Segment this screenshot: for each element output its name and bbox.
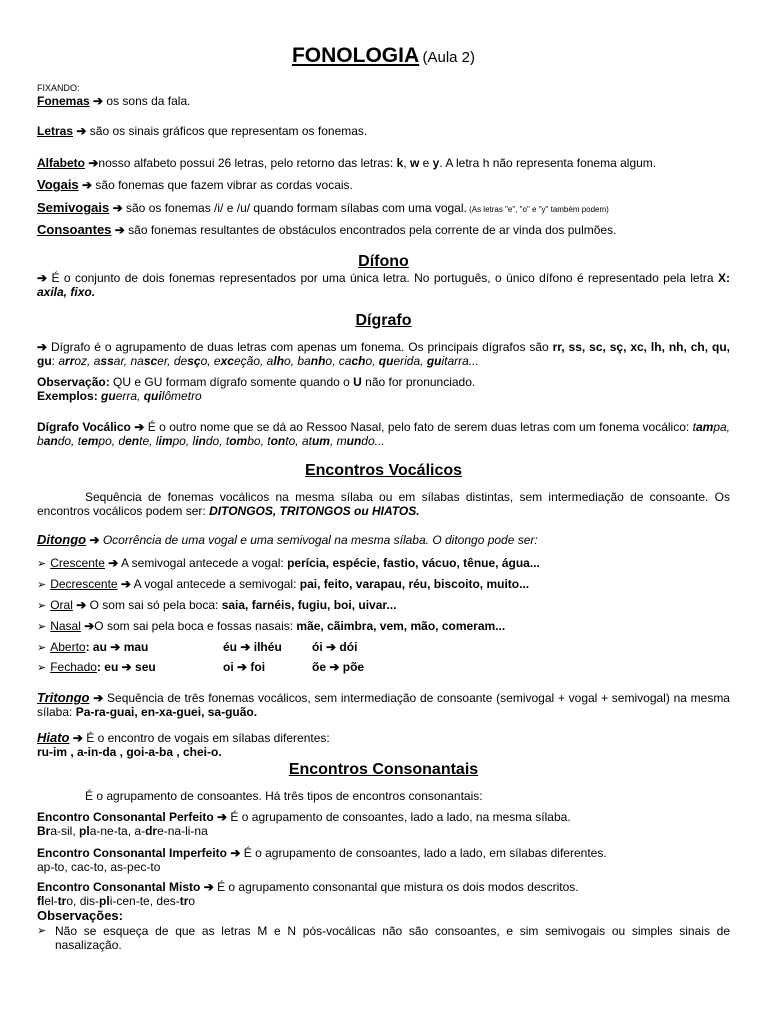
example-bold: an bbox=[43, 434, 58, 448]
example-bold: pl bbox=[79, 824, 90, 838]
arrow-icon: ➔ bbox=[114, 223, 125, 237]
page-title bbox=[37, 44, 730, 68]
list-item-text: A semivogal antecede a vogal: bbox=[118, 556, 288, 570]
difono-text: É o conjunto de dois fonemas representados por uma única letra. No português, o único dífono é representado pela letra bbox=[47, 271, 718, 285]
example-bold: sc bbox=[143, 354, 158, 368]
example-part: do, bbox=[57, 434, 78, 448]
perfeito-term: Encontro Consonantal Perfeito bbox=[37, 810, 214, 824]
imperfeito-term: Encontro Consonantal Imperfeito bbox=[37, 846, 228, 860]
tritongo-paragraph bbox=[37, 691, 730, 719]
tritongo-term: Tritongo bbox=[37, 690, 90, 705]
arrow-icon: ➔ bbox=[89, 533, 100, 547]
example-part: erida, bbox=[393, 354, 427, 368]
arrow-icon: ➔ bbox=[110, 640, 121, 654]
example-part: o bbox=[188, 894, 196, 908]
example-part: m bbox=[336, 434, 347, 448]
fonemas-text: os sons da fala. bbox=[103, 94, 191, 108]
consoantes-line bbox=[37, 223, 616, 237]
obs-line bbox=[37, 375, 475, 389]
ditongo-text: Ocorrência de uma vogal e uma semivogal na mesma sílaba. O ditongo pode ser: bbox=[99, 533, 538, 547]
list-item bbox=[37, 577, 529, 591]
arrow-icon: ➔ bbox=[203, 880, 214, 894]
arrow-icon: ➔ bbox=[93, 94, 104, 108]
list-item-examples: pai, feito, varapau, réu, biscoito, muito... bbox=[299, 577, 530, 591]
arrow-icon: ➔ bbox=[134, 420, 145, 434]
example-part: te, bbox=[139, 434, 156, 448]
pair-word: mau bbox=[123, 640, 149, 654]
example-part: bo, bbox=[247, 434, 268, 448]
example-part: eção, bbox=[233, 354, 267, 368]
observacoes-label: Observações: bbox=[37, 908, 123, 923]
tritongo-examples: Pa-ra-guai, en-xa-guei, sa-guão. bbox=[75, 705, 258, 719]
example-bold: dr bbox=[145, 824, 158, 838]
bullet-icon: ➢ bbox=[37, 925, 47, 937]
example-part: pa, bbox=[713, 420, 731, 434]
example-part: o, bbox=[284, 354, 298, 368]
example-part: l bbox=[192, 434, 196, 448]
consoantes-term: Consoantes bbox=[37, 222, 112, 237]
example-part: e bbox=[213, 354, 221, 368]
observacoes-text: Não se esqueça de que as letras M e N pós-vocálicas não são consoantes, e sim semivogais ou simples sinais de nasalização. bbox=[55, 924, 730, 952]
observacoes-item bbox=[37, 924, 730, 952]
example-part: o, bbox=[365, 354, 379, 368]
example-part: er, bbox=[157, 354, 174, 368]
vogais-line bbox=[37, 178, 353, 192]
bullet-icon: ➢ bbox=[37, 642, 47, 654]
example-part: to, bbox=[285, 434, 302, 448]
imperfeito-examples: ap-to, cac-to, as-pec-to bbox=[37, 860, 161, 874]
example-bold: xc bbox=[220, 354, 234, 368]
title-sub: (Aula 2) bbox=[422, 49, 476, 66]
arrow-icon: ➔ bbox=[37, 271, 48, 285]
example-bold: tr bbox=[179, 894, 189, 908]
arrow-icon: ➔ bbox=[240, 640, 251, 654]
pair-word: éu bbox=[223, 640, 238, 654]
example-part: a-ne-ta, bbox=[89, 824, 135, 838]
arrow-icon: ➔ bbox=[237, 660, 248, 674]
example-part: a bbox=[266, 354, 274, 368]
arrow-icon: ➔ bbox=[93, 691, 104, 705]
separator: , bbox=[403, 156, 410, 170]
difono-examples: axila, fixo. bbox=[37, 285, 96, 299]
vocalicos-heading: Encontros Vocálicos bbox=[304, 462, 463, 479]
example-bold: in bbox=[195, 434, 206, 448]
exemplo-rest: lômetro bbox=[161, 389, 202, 403]
pair-word: foi bbox=[250, 660, 266, 674]
vocalicos-intro bbox=[37, 490, 730, 518]
example-bold: am bbox=[695, 420, 714, 434]
arrow-icon: ➔ bbox=[329, 660, 340, 674]
example-part: itarra... bbox=[441, 354, 479, 368]
example-part: o, bbox=[325, 354, 339, 368]
hiato-term: Hiato bbox=[37, 730, 70, 745]
list-item-term: Decrescente bbox=[50, 577, 118, 591]
letter-k: k bbox=[396, 156, 404, 170]
example-part: ca bbox=[338, 354, 352, 368]
example-part: b bbox=[37, 434, 44, 448]
example-part: ar, bbox=[113, 354, 131, 368]
list-item-aberto: ➢ Aberto: au ➔ mau éu ➔ ilhéu ói ➔ dói bbox=[37, 640, 358, 654]
ditongo-line bbox=[37, 533, 538, 547]
list-item bbox=[37, 619, 505, 633]
example-part: do... bbox=[361, 434, 385, 448]
misto-examples bbox=[37, 894, 195, 908]
example-bold: ss bbox=[100, 354, 114, 368]
example-part: at bbox=[301, 434, 312, 448]
example-part: e-na-li-na bbox=[157, 824, 208, 838]
imperfeito-text: É o agrupamento de consoantes, lado a lado, em sílabas diferentes. bbox=[240, 846, 607, 860]
example-bold: em bbox=[81, 434, 99, 448]
arrow-icon: ➔ bbox=[80, 619, 95, 633]
fechado-term: Fechado bbox=[50, 660, 97, 674]
pair-word: au bbox=[92, 640, 107, 654]
semivogais-term: Semivogais bbox=[37, 200, 110, 215]
example-bold: Br bbox=[37, 824, 51, 838]
ditongo-term: Ditongo bbox=[37, 532, 87, 547]
example-part: na bbox=[130, 354, 144, 368]
alfabeto-text-a: nosso alfabeto possui 26 letras, pelo retorno das letras: bbox=[98, 156, 397, 170]
example-part: o, dis- bbox=[66, 894, 100, 908]
example-bold: gu bbox=[426, 354, 442, 368]
example-part: l bbox=[155, 434, 159, 448]
arrow-icon: ➔ bbox=[76, 124, 87, 138]
letras-term: Letras bbox=[37, 124, 74, 138]
consonantais-intro: É o agrupamento de consoantes. Há três tipos de encontros consonantais: bbox=[85, 789, 483, 803]
example-bold: om bbox=[229, 434, 248, 448]
alfabeto-text-b: . A letra h não representa fonema algum. bbox=[439, 156, 657, 170]
semivogais-text: são os fonemas /i/ e /u/ quando formam sílabas com uma vogal. bbox=[122, 201, 467, 215]
example-part: po, bbox=[98, 434, 119, 448]
list-item-text: A vogal antecede a semivogal: bbox=[130, 577, 300, 591]
list-item-term: Oral bbox=[50, 598, 73, 612]
example-bold: lh bbox=[273, 354, 285, 368]
exemplo-rest: erra, bbox=[115, 389, 144, 403]
hiato-text: É o encontro de vogais em sílabas diferentes: bbox=[82, 731, 330, 745]
example-part: a bbox=[93, 354, 101, 368]
semivogais-line bbox=[37, 201, 609, 217]
exemplo-bold: gu bbox=[101, 389, 116, 403]
pair-word: õe bbox=[312, 660, 327, 674]
exemplos-label: Exemplos: bbox=[37, 389, 102, 403]
example-part: a- bbox=[134, 824, 146, 838]
list-item-text: O som sai só pela boca: bbox=[86, 598, 222, 612]
alfabeto-line bbox=[37, 156, 656, 170]
vocalicos-intro-bold: DITONGOS, TRITONGOS ou HIATOS. bbox=[209, 504, 420, 518]
perfeito-text: É o agrupamento de consoantes, lado a lado, na mesma sílaba. bbox=[227, 810, 571, 824]
example-part: i-cen-te, des- bbox=[109, 894, 180, 908]
difono-paragraph bbox=[37, 271, 730, 299]
arrow-icon: ➔ bbox=[230, 846, 241, 860]
title-main: FONOLOGIA bbox=[291, 44, 420, 67]
pair-word: oi bbox=[223, 660, 234, 674]
example-part: do, bbox=[205, 434, 226, 448]
vocalico-text: É o outro nome que se dá ao Ressoo Nasal, pelo fato de serem duas letras com um fonema vocálico: bbox=[144, 420, 693, 434]
example-part: a-sil, bbox=[50, 824, 80, 838]
example-part: de bbox=[173, 354, 188, 368]
pair-word: põe bbox=[342, 660, 365, 674]
difono-heading: Dífono bbox=[358, 253, 409, 270]
example-part: el- bbox=[44, 894, 58, 908]
list-item-examples: saia, farnéis, fugiu, boi, uivar... bbox=[221, 598, 397, 612]
list-item bbox=[37, 598, 396, 612]
example-part: t bbox=[267, 434, 271, 448]
list-item-examples: perícia, espécie, fastio, vácuo, tênue, água... bbox=[287, 556, 540, 570]
pair-word: ói bbox=[312, 640, 323, 654]
vocalicos-intro-text: Sequência de fonemas vocálicos na mesma sílaba ou em sílabas distintas, sem intermediação de consoante. Os encontros vocálicos podem ser: bbox=[37, 490, 730, 518]
consoantes-text: são fonemas resultantes de obstáculos encontrados pela corrente de ar vinda dos pulmões. bbox=[124, 223, 617, 237]
pair-word: ilhéu bbox=[253, 640, 282, 654]
arrow-icon: ➔ bbox=[37, 340, 48, 354]
misto-text: É o agrupamento consonantal que mistura os dois modos descritos. bbox=[213, 880, 579, 894]
arrow-icon: ➔ bbox=[104, 556, 119, 570]
obs-text-b: não for pronunciado. bbox=[361, 375, 476, 389]
list-item-text: O som sai pela boca e fossas nasais: bbox=[94, 619, 297, 633]
example-bold: un bbox=[346, 434, 362, 448]
list-item-examples: mãe, cãimbra, vem, mão, comeram... bbox=[296, 619, 506, 633]
list-item-fechado: ➢ Fechado: eu ➔ seu oi ➔ foi õe ➔ põe bbox=[37, 660, 365, 674]
letras-line bbox=[37, 124, 367, 138]
digrafo-list: rr, ss, sc, sç, xc, lh, nh, ch, qu, gu bbox=[37, 340, 730, 368]
example-part: , bbox=[329, 434, 337, 448]
vogais-term: Vogais bbox=[37, 177, 79, 192]
example-bold: qu bbox=[378, 354, 394, 368]
example-bold: on bbox=[270, 434, 286, 448]
example-bold: pl bbox=[99, 894, 110, 908]
bullet-icon: ➢ bbox=[37, 600, 47, 612]
list-item bbox=[37, 556, 540, 570]
separator: : bbox=[51, 354, 59, 368]
digrafo-heading: Dígrafo bbox=[355, 312, 412, 329]
arrow-icon: ➔ bbox=[72, 598, 87, 612]
vocalico-paragraph bbox=[37, 420, 730, 448]
example-part: oz, bbox=[74, 354, 94, 368]
bullet-icon: ➢ bbox=[37, 579, 47, 591]
letter-y: y bbox=[432, 156, 440, 170]
bullet-icon: ➢ bbox=[37, 662, 47, 674]
arrow-icon: ➔ bbox=[326, 640, 337, 654]
example-part: t bbox=[225, 434, 230, 448]
letter-w: w bbox=[409, 156, 420, 170]
list-item-term: Crescente bbox=[50, 556, 105, 570]
fonemas-term: Fonemas bbox=[37, 94, 90, 108]
example-bold: en bbox=[125, 434, 140, 448]
example-bold: sç bbox=[187, 354, 201, 368]
obs-u: U bbox=[353, 375, 362, 389]
pair-word: seu bbox=[135, 660, 156, 674]
example-bold: rr bbox=[65, 354, 75, 368]
misto-term: Encontro Consonantal Misto bbox=[37, 880, 201, 894]
example-bold: fl bbox=[37, 894, 45, 908]
vocalico-label: Dígrafo Vocálico bbox=[37, 420, 131, 434]
separator: e bbox=[419, 156, 433, 170]
arrow-icon: ➔ bbox=[121, 660, 132, 674]
consonantais-heading: Encontros Consonantais bbox=[288, 761, 479, 778]
hiato-examples: ru-im , a-in-da , goi-a-ba , chei-o. bbox=[37, 745, 222, 759]
imperfeito-line bbox=[37, 846, 607, 860]
example-bold: nh bbox=[310, 354, 326, 368]
example-part: t bbox=[692, 420, 696, 434]
example-part: d bbox=[118, 434, 126, 448]
bullet-icon: ➢ bbox=[37, 558, 47, 570]
example-part: a bbox=[58, 354, 66, 368]
fonemas-line bbox=[37, 94, 190, 108]
letras-text: são os sinais gráficos que representam os fonemas. bbox=[86, 124, 368, 138]
misto-line bbox=[37, 880, 579, 894]
arrow-icon: ➔ bbox=[112, 201, 123, 215]
example-bold: um bbox=[311, 434, 330, 448]
example-bold: tr bbox=[57, 894, 67, 908]
bullet-icon: ➢ bbox=[37, 621, 47, 633]
digrafo-examples bbox=[58, 354, 479, 368]
example-bold: ch bbox=[351, 354, 366, 368]
digrafo-paragraph bbox=[37, 340, 730, 368]
example-bold: im bbox=[158, 434, 173, 448]
digrafo-text: Dígrafo é o agrupamento de duas letras com apenas um fonema. Os principais dígrafos são bbox=[47, 340, 553, 354]
tritongo-text: Sequência de três fonemas vocálicos, sem intermediação de consoante (semivogal + vogal + semivogal) na mesma sílaba: bbox=[37, 691, 730, 719]
example-part: t bbox=[77, 434, 82, 448]
arrow-icon: ➔ bbox=[72, 731, 83, 745]
alfabeto-term: Alfabeto bbox=[37, 156, 85, 170]
example-part: o, bbox=[200, 354, 214, 368]
list-item-term: Nasal bbox=[50, 619, 81, 633]
obs-text-a: QU e GU formam dígrafo somente quando o bbox=[109, 375, 354, 389]
obs-label: Observação: bbox=[37, 375, 110, 389]
pair-word: dói bbox=[339, 640, 358, 654]
arrow-icon: ➔ bbox=[82, 178, 93, 192]
arrow-icon: ➔ bbox=[88, 156, 99, 170]
arrow-icon: ➔ bbox=[117, 577, 131, 591]
exemplo-bold: qui bbox=[143, 389, 162, 403]
exemplos-line bbox=[37, 389, 202, 403]
perfeito-line bbox=[37, 810, 571, 824]
difono-letter: X: bbox=[718, 271, 730, 285]
semivogais-note: (As letras "e", "o" e "y" também podem) bbox=[466, 205, 609, 214]
example-part: ba bbox=[297, 354, 311, 368]
aberto-term: Aberto bbox=[50, 640, 86, 654]
hiato-line bbox=[37, 731, 330, 745]
arrow-icon: ➔ bbox=[217, 810, 228, 824]
vogais-text: são fonemas que fazem vibrar as cordas vocais. bbox=[92, 178, 353, 192]
pair-word: eu bbox=[104, 660, 119, 674]
fixando-label: FIXANDO: bbox=[37, 83, 80, 93]
perfeito-examples bbox=[37, 824, 208, 838]
example-part: po, bbox=[172, 434, 193, 448]
